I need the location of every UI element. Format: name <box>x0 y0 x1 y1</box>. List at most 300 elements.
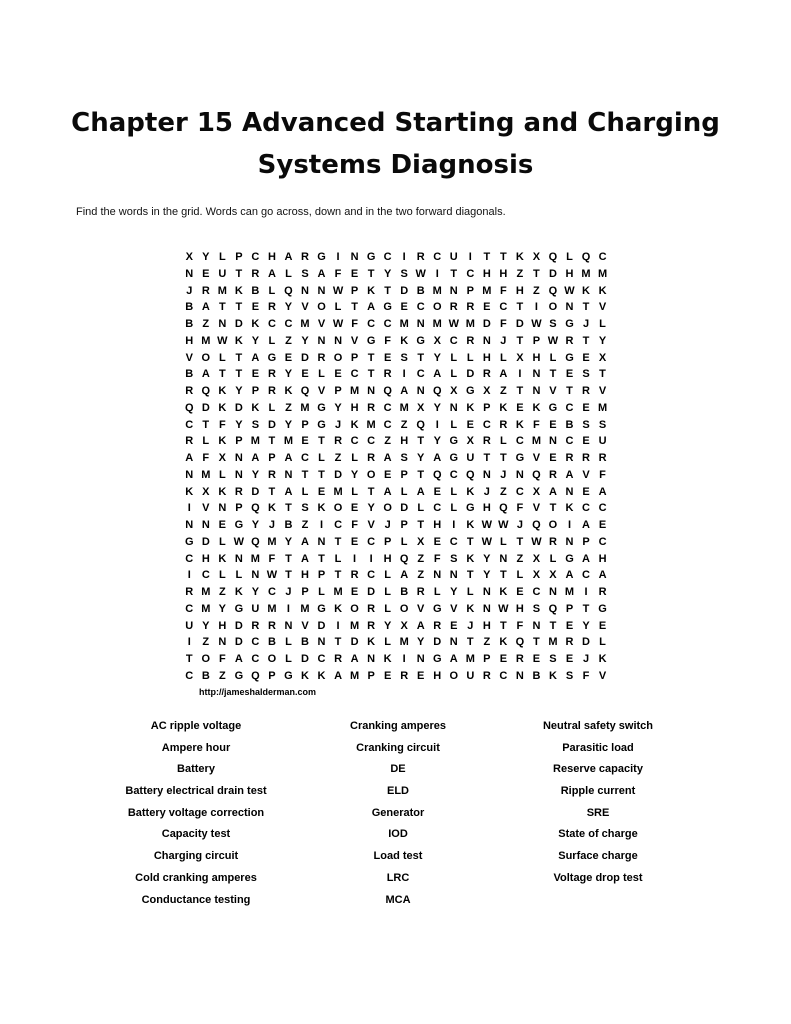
grid-letter: R <box>185 385 194 397</box>
grid-letter: Y <box>202 619 210 632</box>
grid-letter: L <box>301 485 309 498</box>
grid-letter: C <box>582 502 590 515</box>
grid-letter: N <box>284 619 293 632</box>
grid-letter: D <box>251 485 260 498</box>
grid-letter: R <box>185 586 194 598</box>
grid-letter: N <box>532 385 541 397</box>
grid-letter: R <box>367 602 376 615</box>
grid-letter: T <box>268 485 276 498</box>
grid-letter: H <box>218 619 227 632</box>
grid-letter: E <box>549 418 557 431</box>
grid-letter: F <box>202 452 210 464</box>
page-title-line-2: Systems Diagnosis <box>257 150 534 180</box>
grid-letter: K <box>317 669 326 682</box>
grid-letter: R <box>267 385 276 397</box>
grid-letter: R <box>367 619 376 632</box>
grid-letter: N <box>482 586 491 598</box>
grid-letter: K <box>317 502 326 515</box>
grid-letter: K <box>466 602 475 615</box>
grid-letter: K <box>218 552 227 565</box>
grid-letter: I <box>319 519 324 531</box>
grid-letter: I <box>452 519 456 531</box>
grid-letter: P <box>350 351 359 364</box>
grid-letter: T <box>185 653 193 665</box>
grid-letter: A <box>284 485 293 498</box>
grid-row <box>181 366 611 383</box>
grid-letter: A <box>201 301 210 314</box>
grid-letter: O <box>317 301 326 314</box>
grid-letter: M <box>432 318 442 330</box>
grid-letter: S <box>400 267 408 280</box>
grid-letter: I <box>468 251 472 263</box>
grid-letter: X <box>202 485 210 498</box>
grid-letter: M <box>548 636 558 649</box>
grid-letter: T <box>466 535 474 548</box>
grid-letter: V <box>450 602 458 615</box>
grid-letter: R <box>334 435 343 448</box>
grid-letter: T <box>516 301 524 314</box>
word-list-item: Neutral safety switch <box>542 720 654 732</box>
grid-letter: Z <box>499 385 507 397</box>
grid-letter: G <box>317 602 326 615</box>
grid-letter: N <box>449 636 458 649</box>
grid-letter: V <box>598 301 607 314</box>
grid-letter: A <box>267 267 276 280</box>
grid-letter: Q <box>399 552 409 565</box>
grid-letter: Q <box>284 284 293 297</box>
grid-letter: G <box>284 669 293 682</box>
grid-letter: E <box>218 519 226 531</box>
grid-row <box>181 601 611 618</box>
grid-letter: A <box>598 485 607 498</box>
grid-letter: C <box>251 251 260 263</box>
grid-letter: R <box>367 401 376 414</box>
grid-letter: X <box>516 351 524 364</box>
grid-letter: M <box>465 653 475 665</box>
grid-letter: R <box>482 669 491 682</box>
grid-letter: O <box>201 653 211 665</box>
grid-letter: F <box>351 318 358 330</box>
grid-letter: N <box>482 602 491 615</box>
grid-letter: Z <box>499 485 507 498</box>
grid-letter: V <box>350 334 359 347</box>
grid-letter: N <box>234 468 243 481</box>
grid-letter: Z <box>285 401 292 414</box>
grid-letter: C <box>515 485 524 498</box>
grid-letter: C <box>565 435 574 448</box>
grid-letter: E <box>450 619 458 632</box>
grid-letter: E <box>350 535 359 548</box>
grid-letter: Y <box>284 368 293 381</box>
grid-letter: X <box>532 251 541 263</box>
grid-letter: Y <box>235 385 243 397</box>
grid-letter: T <box>417 351 425 364</box>
grid-letter: M <box>531 435 541 448</box>
grid-letter: R <box>582 452 590 464</box>
wordsearch-grid <box>181 249 611 685</box>
grid-letter: T <box>549 502 557 515</box>
grid-letter: V <box>582 468 590 481</box>
grid-letter: I <box>534 301 538 314</box>
grid-row <box>181 433 611 450</box>
grid-letter: K <box>251 401 260 414</box>
grid-letter: I <box>402 653 406 665</box>
grid-letter: B <box>267 636 276 649</box>
grid-letter: O <box>449 669 459 682</box>
grid-letter: E <box>433 535 441 548</box>
grid-letter: J <box>582 653 590 665</box>
grid-letter: W <box>564 284 575 297</box>
grid-letter: A <box>284 251 293 263</box>
grid-letter: R <box>598 452 607 464</box>
grid-letter: T <box>499 569 507 582</box>
grid-letter: R <box>565 334 574 347</box>
grid-letter: E <box>350 267 359 280</box>
word-list-item: MCA <box>385 893 411 906</box>
grid-row <box>181 634 611 651</box>
grid-letter: X <box>417 401 425 414</box>
grid-letter: L <box>566 251 573 263</box>
grid-letter: G <box>565 351 574 364</box>
grid-letter: G <box>317 401 326 414</box>
grid-row <box>181 283 611 300</box>
grid-letter: P <box>235 435 243 448</box>
grid-letter: W <box>415 267 426 280</box>
grid-letter: O <box>366 468 376 481</box>
grid-letter: N <box>515 669 524 682</box>
grid-letter: X <box>532 569 541 582</box>
grid-letter: S <box>251 418 260 431</box>
grid-letter: T <box>218 368 226 381</box>
grid-letter: E <box>598 519 607 531</box>
grid-letter: C <box>598 251 607 263</box>
grid-letter: R <box>251 267 260 280</box>
grid-letter: F <box>351 519 358 531</box>
grid-letter: F <box>599 468 606 481</box>
grid-letter: I <box>435 418 439 431</box>
grid-letter: C <box>449 468 458 481</box>
grid-letter: V <box>549 385 557 397</box>
grid-letter: K <box>499 636 508 649</box>
grid-letter: Z <box>417 569 425 582</box>
grid-row <box>181 299 611 316</box>
grid-letter: C <box>598 502 607 515</box>
grid-letter: X <box>400 619 408 632</box>
grid-letter: S <box>582 418 590 431</box>
grid-letter: T <box>516 535 524 548</box>
grid-letter: O <box>201 351 211 364</box>
grid-letter: C <box>433 251 442 263</box>
grid-letter: G <box>267 351 277 364</box>
grid-letter: U <box>598 435 607 448</box>
grid-letter: P <box>582 535 590 548</box>
grid-letter: V <box>301 301 309 314</box>
grid-letter: K <box>218 485 227 498</box>
grid-letter: G <box>366 251 376 263</box>
grid-letter: T <box>483 452 491 464</box>
grid-letter: B <box>201 669 210 682</box>
grid-letter: L <box>218 351 226 364</box>
grid-letter: B <box>400 586 409 598</box>
grid-letter: C <box>499 669 508 682</box>
grid-letter: Q <box>383 385 392 397</box>
grid-letter: J <box>384 519 391 531</box>
word-list-item: Parasitic load <box>562 741 634 754</box>
grid-letter: O <box>267 653 277 665</box>
grid-letter: W <box>547 334 559 347</box>
grid-letter: W <box>531 318 542 330</box>
grid-letter: Y <box>483 569 491 582</box>
grid-letter: E <box>383 669 392 682</box>
grid-row <box>181 534 611 551</box>
grid-letter: G <box>466 502 475 515</box>
grid-letter: L <box>334 301 342 314</box>
grid-letter: K <box>383 653 392 665</box>
word-list-item: Load test <box>373 850 423 863</box>
grid-letter: C <box>367 318 376 330</box>
grid-letter: T <box>367 368 375 381</box>
grid-letter: V <box>185 351 193 364</box>
grid-letter: R <box>482 435 491 448</box>
grid-letter: S <box>598 418 607 431</box>
grid-letter: C <box>383 418 392 431</box>
grid-letter: G <box>515 452 525 464</box>
grid-letter: E <box>466 418 474 431</box>
grid-row <box>181 651 611 668</box>
grid-letter: L <box>450 502 458 515</box>
grid-row <box>181 333 611 350</box>
grid-letter: N <box>532 619 541 632</box>
grid-letter: M <box>283 435 294 448</box>
grid-letter: P <box>483 401 491 414</box>
grid-letter: D <box>267 418 276 431</box>
grid-letter: T <box>334 535 342 548</box>
grid-letter: A <box>416 485 425 498</box>
grid-letter: M <box>333 586 343 598</box>
grid-letter: Q <box>201 385 211 397</box>
grid-letter: T <box>285 552 292 565</box>
grid-letter: Y <box>202 251 210 263</box>
grid-letter: D <box>515 318 524 330</box>
grid-letter: L <box>285 653 292 665</box>
grid-letter: M <box>201 468 211 481</box>
grid-row <box>181 266 611 283</box>
grid-letter: N <box>334 334 343 347</box>
instructions-text: Find the words in the grid. Words can go across, down and in the two forward diagonals. <box>76 206 506 218</box>
grid-row <box>181 517 611 534</box>
grid-letter: T <box>533 636 540 649</box>
grid-letter: U <box>449 251 458 263</box>
grid-letter: L <box>450 368 458 381</box>
grid-letter: N <box>416 653 425 665</box>
word-list-item: Conductance testing <box>141 893 251 906</box>
grid-letter: T <box>285 569 292 582</box>
grid-letter: D <box>433 636 442 649</box>
grid-letter: Y <box>433 351 441 364</box>
grid-letter: J <box>500 468 507 481</box>
grid-letter: D <box>400 284 409 297</box>
grid-letter: M <box>201 334 211 347</box>
grid-letter: E <box>284 351 293 364</box>
grid-letter: T <box>367 351 375 364</box>
grid-letter: M <box>217 284 227 297</box>
grid-letter: B <box>251 284 260 297</box>
grid-letter: Z <box>202 318 210 330</box>
grid-letter: Q <box>532 519 541 531</box>
grid-letter: L <box>218 535 226 548</box>
grid-letter: N <box>284 468 293 481</box>
grid-letter: R <box>548 535 557 548</box>
grid-letter: L <box>599 318 606 330</box>
grid-letter: V <box>598 385 607 397</box>
grid-letter: L <box>384 636 391 649</box>
grid-letter: L <box>218 468 226 481</box>
grid-letter: Y <box>251 586 260 598</box>
grid-letter: X <box>218 452 226 464</box>
grid-letter: W <box>266 569 278 582</box>
grid-letter: B <box>185 318 194 330</box>
grid-letter: R <box>466 301 475 314</box>
grid-letter: E <box>582 435 590 448</box>
grid-letter: V <box>532 452 541 464</box>
grid-letter: D <box>234 636 243 649</box>
grid-letter: L <box>384 586 391 598</box>
grid-letter: K <box>267 502 276 515</box>
grid-letter: K <box>466 519 475 531</box>
grid-letter: J <box>268 519 275 531</box>
grid-letter: P <box>565 602 574 615</box>
grid-letter: C <box>317 653 326 665</box>
grid-row <box>181 584 611 601</box>
grid-letter: L <box>499 351 507 364</box>
grid-letter: H <box>433 519 442 531</box>
grid-letter: Y <box>251 468 260 481</box>
grid-letter: R <box>416 586 425 598</box>
grid-letter: I <box>584 586 588 598</box>
grid-letter: J <box>186 284 193 297</box>
grid-row <box>181 450 611 467</box>
grid-letter: K <box>515 418 524 431</box>
word-list-item: IOD <box>388 828 408 841</box>
grid-letter: K <box>251 318 260 330</box>
grid-letter: E <box>565 619 574 632</box>
grid-letter: L <box>433 586 441 598</box>
grid-letter: P <box>268 452 276 464</box>
grid-letter: K <box>334 602 343 615</box>
grid-letter: I <box>286 602 290 615</box>
grid-letter: M <box>399 636 409 649</box>
grid-letter: R <box>317 351 326 364</box>
grid-letter: T <box>516 334 524 347</box>
grid-letter: M <box>201 602 211 615</box>
grid-letter: H <box>185 334 194 347</box>
grid-letter: A <box>499 368 508 381</box>
grid-letter: P <box>235 251 243 263</box>
grid-letter: T <box>318 552 325 565</box>
grid-letter: B <box>301 636 309 649</box>
grid-letter: I <box>187 502 191 515</box>
grid-letter: R <box>251 619 260 632</box>
grid-letter: P <box>466 284 474 297</box>
grid-row <box>181 350 611 367</box>
grid-letter: W <box>481 535 493 548</box>
grid-letter: C <box>565 401 574 414</box>
grid-letter: K <box>234 284 243 297</box>
grid-letter: T <box>218 301 226 314</box>
grid-letter: E <box>251 301 260 314</box>
page-title <box>0 102 791 186</box>
grid-letter: N <box>532 368 541 381</box>
grid-letter: D <box>201 401 210 414</box>
grid-letter: W <box>332 284 344 297</box>
grid-letter: L <box>417 502 425 515</box>
grid-row <box>181 249 611 266</box>
grid-letter: Q <box>515 636 525 649</box>
grid-letter: A <box>301 552 309 565</box>
grid-letter: I <box>336 251 340 263</box>
grid-letter: G <box>366 334 376 347</box>
grid-letter: L <box>268 334 276 347</box>
grid-letter: H <box>515 602 524 615</box>
grid-letter: M <box>201 586 211 598</box>
grid-letter: F <box>499 284 507 297</box>
grid-letter: C <box>201 569 210 582</box>
grid-letter: H <box>482 619 491 632</box>
grid-letter: B <box>185 301 194 314</box>
grid-letter: O <box>333 502 343 515</box>
grid-letter: Y <box>433 435 441 448</box>
grid-letter: T <box>202 418 210 431</box>
grid-letter: T <box>367 267 375 280</box>
grid-letter: E <box>582 401 590 414</box>
grid-letter: X <box>483 385 491 397</box>
grid-letter: M <box>399 401 409 414</box>
grid-letter: Z <box>285 334 292 347</box>
grid-letter: R <box>582 385 590 397</box>
grid-letter: O <box>350 602 359 615</box>
grid-letter: I <box>567 519 572 531</box>
grid-letter: N <box>251 569 260 582</box>
grid-letter: H <box>598 552 607 565</box>
grid-letter: M <box>300 318 310 330</box>
grid-letter: T <box>516 385 524 397</box>
grid-letter: D <box>466 368 475 381</box>
grid-letter: L <box>499 435 507 448</box>
word-list-column <box>496 716 700 890</box>
grid-letter: C <box>251 653 260 665</box>
grid-letter: R <box>400 669 409 682</box>
grid-letter: K <box>582 284 590 297</box>
grid-letter: N <box>185 468 194 481</box>
grid-letter: J <box>285 586 292 598</box>
grid-letter: V <box>317 385 326 397</box>
grid-letter: N <box>218 502 227 515</box>
word-list-item: Battery <box>177 763 215 776</box>
word-list-item: Battery voltage correction <box>127 806 265 819</box>
grid-letter: N <box>367 653 376 665</box>
grid-letter: S <box>301 502 309 515</box>
word-list <box>0 716 791 916</box>
grid-letter: N <box>317 535 326 548</box>
grid-letter: T <box>235 351 243 364</box>
word-list-column <box>316 716 480 911</box>
grid-letter: H <box>565 267 574 280</box>
grid-letter: L <box>450 418 458 431</box>
grid-letter: I <box>187 569 191 582</box>
grid-letter: N <box>565 535 574 548</box>
grid-letter: L <box>318 368 325 381</box>
grid-letter: R <box>383 368 392 381</box>
